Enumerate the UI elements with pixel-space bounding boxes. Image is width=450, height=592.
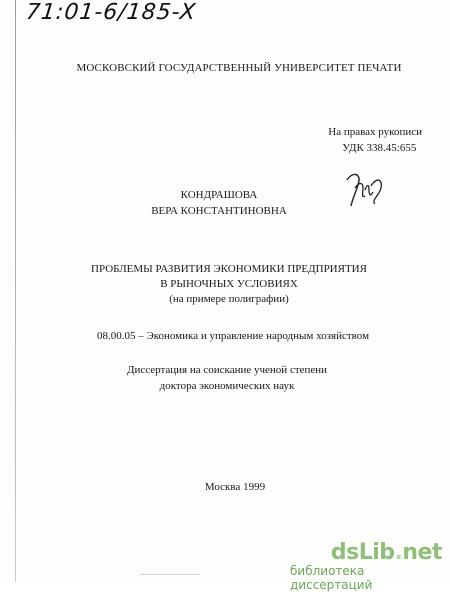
dslib-logo[interactable] bbox=[290, 540, 450, 592]
logo-brand bbox=[331, 540, 442, 565]
bottom-artifact bbox=[140, 574, 200, 578]
title-line-2: В РЫНОЧНЫХ УСЛОВИЯХ bbox=[160, 278, 298, 290]
dissertation-title bbox=[4, 262, 450, 307]
title-line-3: (на примере полиграфии) bbox=[169, 293, 289, 305]
place-year: Москва 1999 bbox=[204, 481, 266, 493]
title-line-1: ПРОБЛЕМЫ РАЗВИТИЯ ЭКОНОМИКИ ПРЕДПРИЯТИЯ bbox=[91, 263, 367, 275]
rights-label: На правах рукописи bbox=[328, 126, 422, 138]
specialty-code: 08.00.05 – Экономика и управление народным хозяйством bbox=[96, 330, 370, 342]
logo-tagline: библиотека диссертаций bbox=[290, 564, 373, 592]
degree-line-2: доктора экономических наук bbox=[159, 380, 295, 392]
udk-code: УДК 338.45:655 bbox=[342, 142, 417, 154]
degree-statement bbox=[2, 362, 450, 394]
logo-brand-dot: . bbox=[394, 540, 403, 565]
author-name: ВЕРА КОНСТАНТИНОВНА bbox=[151, 205, 287, 217]
degree-line-1: Диссертация на соискание ученой степени bbox=[126, 364, 328, 376]
handwritten-signature bbox=[341, 166, 387, 210]
author-surname: КОНДРАШОВА bbox=[180, 189, 258, 201]
logo-brand-b: net bbox=[402, 540, 442, 565]
rights-block bbox=[328, 124, 422, 156]
archive-number: 71:01-6/185-X bbox=[24, 0, 198, 25]
institution-name: МОСКОВСКИЙ ГОСУДАРСТВЕННЫЙ УНИВЕРСИТЕТ ПЕЧАТИ bbox=[76, 62, 402, 74]
logo-brand-a: dsLib bbox=[330, 540, 395, 565]
